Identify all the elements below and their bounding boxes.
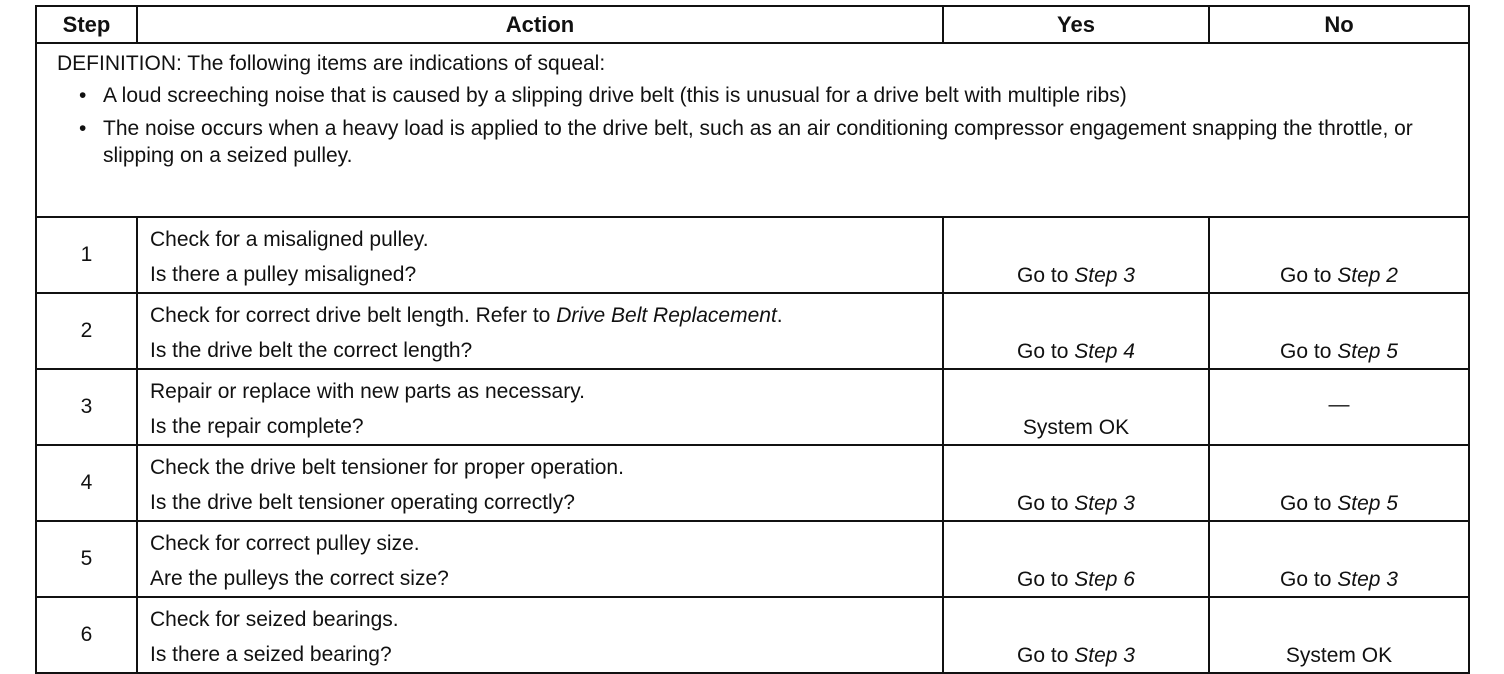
no-cell <box>1209 521 1469 597</box>
yes-text: System OK <box>1022 416 1130 439</box>
action-instruction: Check for correct pulley size. <box>150 532 420 555</box>
yes-cell <box>943 521 1209 597</box>
no-text: System OK <box>1285 644 1393 667</box>
yes-cell <box>943 293 1209 369</box>
action-instruction: Repair or replace with new parts as necessary. <box>150 380 585 403</box>
yes-step-ref: Step 3 <box>1074 492 1135 515</box>
no-prefix: Go to <box>1280 340 1338 363</box>
header-action: Action <box>137 6 943 43</box>
step-row <box>36 217 1469 293</box>
yes-cell <box>943 217 1209 293</box>
no-step-ref: Step 2 <box>1337 264 1398 287</box>
definition-item-text: A loud screeching noise that is caused by a slipping drive belt (this is unusual for a drive belt with multiple ribs) <box>103 84 1127 107</box>
bullet-icon: • <box>79 117 87 140</box>
step-number: 1 <box>36 217 137 293</box>
yes-cell <box>943 369 1209 445</box>
action-question: Are the pulleys the correct size? <box>150 567 449 590</box>
action-cell <box>137 521 943 597</box>
step-number: 2 <box>36 293 137 369</box>
action-reference: Drive Belt Replacement <box>556 304 777 327</box>
definition-list <box>57 82 1450 169</box>
step-row <box>36 293 1469 369</box>
no-cell <box>1209 369 1469 445</box>
action-instruction <box>150 298 930 333</box>
step-row <box>36 369 1469 445</box>
action-cell <box>137 293 943 369</box>
step-number: 4 <box>36 445 137 521</box>
step-number: 5 <box>36 521 137 597</box>
action-text: Check for correct drive belt length. Refer to <box>150 304 557 327</box>
diagnostic-table <box>35 5 1470 674</box>
action-question: Is the repair complete? <box>150 415 364 438</box>
no-cell <box>1209 217 1469 293</box>
yes-cell <box>943 445 1209 521</box>
header-step: Step <box>36 6 137 43</box>
step-number: 3 <box>36 369 137 445</box>
yes-step-ref: Step 3 <box>1074 644 1135 667</box>
header-row <box>36 6 1469 43</box>
yes-step-ref: Step 3 <box>1074 264 1135 287</box>
action-question: Is the drive belt the correct length? <box>150 339 473 362</box>
action-cell <box>137 445 943 521</box>
step-number: 6 <box>36 597 137 673</box>
no-step-ref: Step 5 <box>1337 492 1398 515</box>
action-text-end: . <box>776 304 783 327</box>
header-yes: Yes <box>943 6 1209 43</box>
definition-item <box>79 82 1450 109</box>
yes-prefix: Go to <box>1017 340 1075 363</box>
yes-prefix: Go to <box>1017 568 1075 591</box>
no-cell <box>1209 597 1469 673</box>
action-instruction: Check for seized bearings. <box>150 608 399 631</box>
action-question: Is there a seized bearing? <box>150 643 392 666</box>
no-step-ref: Step 3 <box>1337 568 1398 591</box>
yes-prefix: Go to <box>1017 264 1075 287</box>
step-row <box>36 521 1469 597</box>
bullet-icon: • <box>79 84 87 107</box>
definition-item-text: The noise occurs when a heavy load is applied to the drive belt, such as an air conditioning compressor engagement snapping the throttle, or slipping on a seized pulley. <box>103 117 1413 167</box>
yes-step-ref: Step 4 <box>1074 340 1135 363</box>
no-step-ref: Step 5 <box>1337 340 1398 363</box>
definition-intro: DEFINITION: The following items are indications of squeal: <box>57 52 606 75</box>
no-text: — <box>1328 393 1350 416</box>
action-cell <box>137 217 943 293</box>
no-prefix: Go to <box>1280 492 1338 515</box>
action-instruction: Check the drive belt tensioner for proper operation. <box>150 456 624 479</box>
no-prefix: Go to <box>1280 264 1338 287</box>
yes-prefix: Go to <box>1017 644 1075 667</box>
yes-prefix: Go to <box>1017 492 1075 515</box>
step-row <box>36 597 1469 673</box>
no-cell <box>1209 445 1469 521</box>
yes-cell <box>943 597 1209 673</box>
action-instruction: Check for a misaligned pulley. <box>150 228 429 251</box>
yes-step-ref: Step 6 <box>1074 568 1135 591</box>
definition-row <box>36 43 1469 217</box>
definition-cell <box>36 43 1469 217</box>
action-cell <box>137 597 943 673</box>
action-cell <box>137 369 943 445</box>
no-prefix: Go to <box>1280 568 1338 591</box>
action-question: Is the drive belt tensioner operating correctly? <box>150 491 575 514</box>
action-question: Is there a pulley misaligned? <box>150 263 417 286</box>
definition-item <box>79 115 1450 169</box>
header-no: No <box>1209 6 1469 43</box>
step-row <box>36 445 1469 521</box>
no-cell <box>1209 293 1469 369</box>
